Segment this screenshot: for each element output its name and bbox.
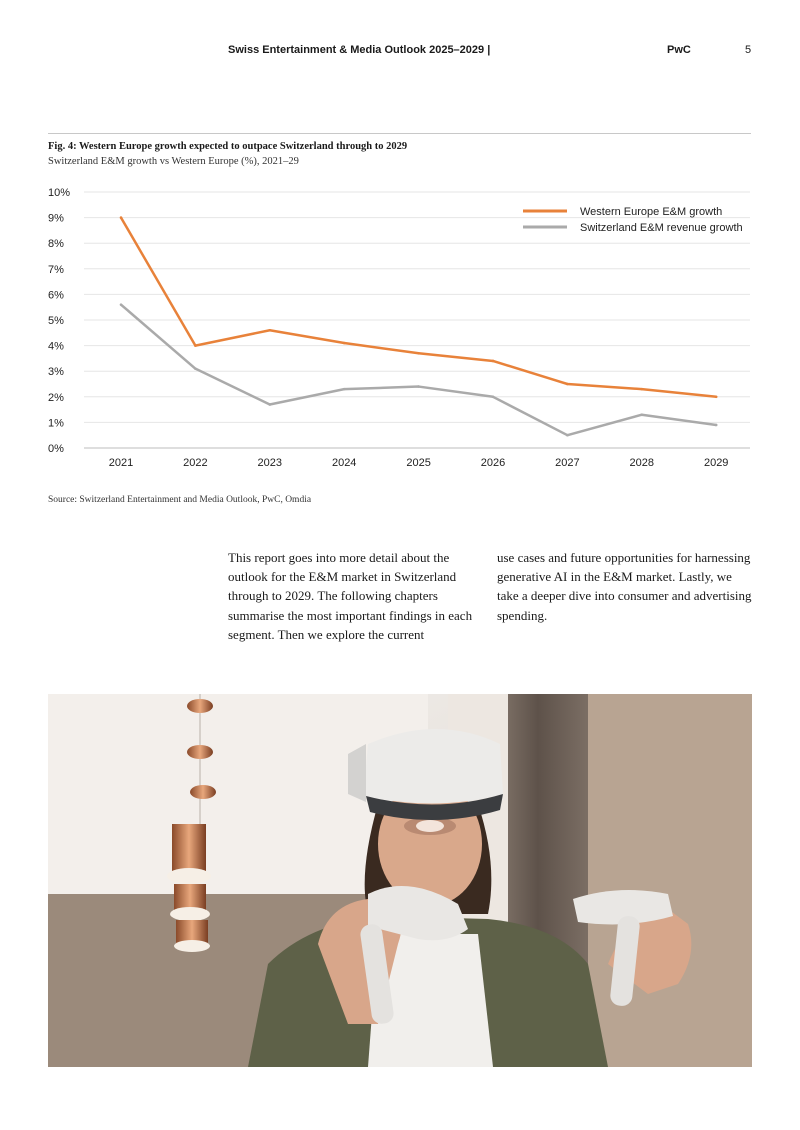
data-point <box>492 396 495 399</box>
y-tick-label: 7% <box>48 263 64 276</box>
vr-photo-illustration <box>48 694 752 1067</box>
y-tick-label: 4% <box>48 340 64 353</box>
y-tick-label: 8% <box>48 238 64 251</box>
figure-subtitle: Switzerland E&M growth vs Western Europe (%), 2021–29 <box>48 156 299 167</box>
data-point <box>492 360 495 363</box>
page-number: 5 <box>745 44 752 56</box>
x-tick-label: 2029 <box>703 457 729 469</box>
data-point <box>715 424 718 427</box>
series-line-western-europe <box>121 218 716 397</box>
data-point <box>566 434 569 437</box>
vr-headset-photo <box>48 694 752 1067</box>
body-text-column-1: This report goes into more detail about the outlook for the E&M market in Switzerland through to 2029. The following chapters summarise the most important findings in each segment. Then we explore the current <box>228 550 473 642</box>
data-point <box>715 396 718 399</box>
data-point <box>194 344 197 347</box>
body-text-column-2: use cases and future opportunities for harnessing generative AI in the E&M market. Lastly, we take a deeper dive into consumer and advertising spending. <box>497 550 752 623</box>
data-point <box>566 383 569 386</box>
x-tick-label: 2021 <box>108 457 134 469</box>
y-tick-label: 0% <box>48 443 64 455</box>
legend-label: Western Europe E&M growth <box>580 206 723 218</box>
data-point <box>194 367 197 370</box>
y-tick-label: 2% <box>48 391 64 404</box>
y-tick-label: 3% <box>48 366 64 379</box>
data-point <box>417 352 420 355</box>
data-point <box>343 388 346 391</box>
x-tick-label: 2022 <box>183 457 208 469</box>
data-point <box>120 303 123 306</box>
data-point <box>269 329 272 332</box>
legend-label: Switzerland E&M revenue growth <box>580 222 743 234</box>
data-point <box>417 385 420 388</box>
data-point <box>641 388 644 391</box>
x-tick-label: 2027 <box>555 457 580 469</box>
x-tick-label: 2024 <box>331 457 357 469</box>
figure-source: Source: Switzerland Entertainment and Media Outlook, PwC, Omdia <box>48 495 312 505</box>
x-tick-label: 2026 <box>480 457 506 469</box>
growth-line-chart <box>40 180 755 475</box>
y-tick-label: 5% <box>48 315 64 327</box>
figure-divider <box>48 133 751 134</box>
y-tick-label: 10% <box>48 187 71 199</box>
x-tick-label: 2023 <box>257 457 283 469</box>
data-point <box>269 403 272 406</box>
y-tick-label: 9% <box>48 212 64 225</box>
data-point <box>343 342 346 345</box>
data-point <box>641 413 644 416</box>
page-header <box>0 44 800 62</box>
y-tick-label: 1% <box>48 417 64 430</box>
brand-name: PwC <box>667 44 691 56</box>
x-tick-label: 2028 <box>629 457 655 469</box>
data-point <box>120 216 123 219</box>
figure-title: Fig. 4: Western Europe growth expected to outpace Switzerland through to 2029 <box>48 141 408 152</box>
y-tick-label: 6% <box>48 289 64 302</box>
x-tick-label: 2025 <box>406 457 431 469</box>
report-title: Swiss Entertainment & Media Outlook 2025–2029 | <box>228 44 491 56</box>
series-line-switzerland <box>121 305 716 436</box>
